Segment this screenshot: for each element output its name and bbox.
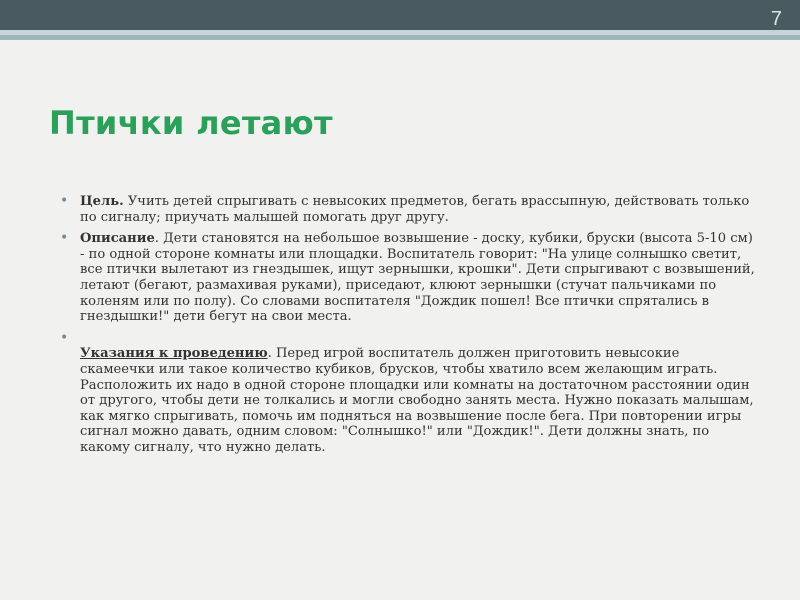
instructions-label: Указания к проведению [80, 346, 268, 362]
bullet-spacer [80, 331, 758, 347]
bullet-instructions [58, 331, 758, 456]
goal-text: Учить детей спрыгивать с невысоких предметов, бегать врассыпную, действовать только по сигналу; приучать малышей помогать друг другу. [80, 194, 750, 225]
header-stripe-dark [0, 35, 800, 40]
instructions-text: . Перед игрой воспитатель должен приготовить невысокие скамеечки или такое количество кубиков, брусков, чтобы хватило всем желающим играть. Расположить их надо в одной стороне площадки или комнаты на достаточном расстоянии один от другого, чтобы дети не толкались и могли свободно занять места. Нужно показать малышам, как мягко спрыгивать, помочь им подняться на возвышение после бега. При повторении игры сигнал можно давать, одним словом: "Солнышко!" или "Дождик!". Дети должны знать, по какому сигналу, что нужно делать. [80, 346, 754, 455]
slide-title: Птички летают [49, 104, 333, 142]
description-label: Описание [80, 231, 155, 247]
slide-number: 7 [770, 8, 782, 30]
description-text: . Дети становятся на небольшое возвышение - доску, кубики, бруски (высота 5-10 см) - по одной стороне комнаты или площадки. Воспитатель говорит: "На улице солнышко светит, все птички вылетают из гнездышек, ищут зернышки, крошки". Дети спрыгивают с возвышений, летают (бегают, размахивая руками), приседают, клюют зернышки (стучат пальчиками по коленям или по полу). Со словами воспитателя "Дождик пошел! Все птички спрятались в гнездышки!" дети бегут на свои места. [80, 231, 755, 325]
slide-header-bar [0, 0, 800, 30]
goal-label: Цель. [80, 194, 124, 209]
bullet-dot-icon: • [60, 329, 69, 346]
bullet-dot-icon: • [60, 230, 69, 247]
bullet-description [58, 231, 758, 325]
bullet-list [58, 194, 758, 456]
slide-content [58, 194, 758, 462]
bullet-dot-icon: • [60, 193, 69, 209]
bullet-goal [58, 194, 758, 225]
